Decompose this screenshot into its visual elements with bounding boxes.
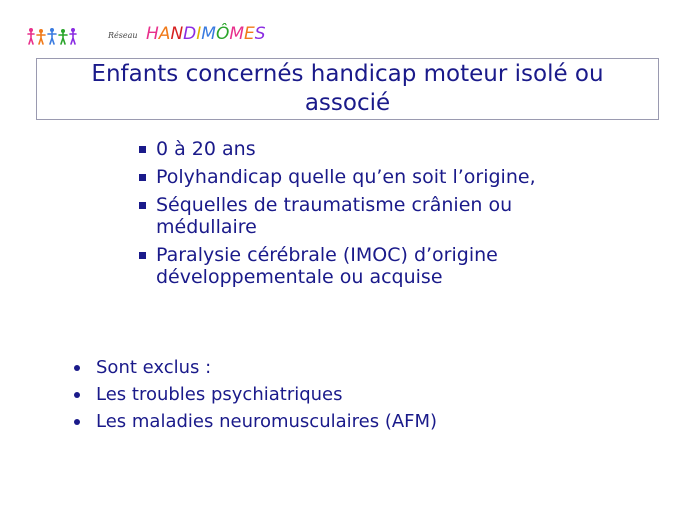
logo-brand-letter: N xyxy=(170,24,184,44)
list-item-text-continued: développementale ou acquise xyxy=(156,266,443,288)
logo-brand-letter: I xyxy=(196,24,202,44)
list-item-text: Paralysie cérébrale (IMOC) d’origine xyxy=(156,244,498,266)
children-figures-icon xyxy=(26,26,78,46)
logo-brand-letter: E xyxy=(244,24,255,44)
list-item xyxy=(72,408,632,435)
slide-title-line1: Enfants concernés handicap moteur isolé ou xyxy=(91,61,604,87)
list-item xyxy=(137,166,657,188)
list-item xyxy=(137,244,657,288)
logo-brand-letter: S xyxy=(254,24,266,44)
slide-title-box xyxy=(36,58,659,120)
square-bullet-icon xyxy=(139,202,146,209)
logo-brand-letter: M xyxy=(201,24,216,44)
exclusions-list xyxy=(72,354,632,435)
logo-brand-letter: H xyxy=(146,24,159,44)
list-item-text: Les troubles psychiatriques xyxy=(96,384,343,405)
slide-title xyxy=(91,60,603,118)
slide-title-line2: associé xyxy=(304,90,391,116)
logo-brand-letter: D xyxy=(183,24,197,44)
list-item xyxy=(72,354,632,381)
square-bullet-icon xyxy=(139,174,146,181)
list-item-text: Polyhandicap quelle qu’en soit l’origine, xyxy=(156,166,536,188)
dot-bullet-icon xyxy=(74,365,80,371)
list-item xyxy=(137,194,657,238)
criteria-list xyxy=(137,138,657,294)
logo-brand-name xyxy=(146,24,266,44)
list-item-text-continued: médullaire xyxy=(156,216,257,238)
dot-bullet-icon xyxy=(74,392,80,398)
dot-bullet-icon xyxy=(74,419,80,425)
logo-brand-letter: Ô xyxy=(215,24,230,44)
list-item-text: Séquelles de traumatisme crânien ou xyxy=(156,194,513,216)
list-item xyxy=(72,381,632,408)
list-item xyxy=(137,138,657,160)
list-item-text: Les maladies neuromusculaires (AFM) xyxy=(96,411,438,432)
logo-reseau-label: Réseau xyxy=(108,31,138,40)
logo-brand-letter: M xyxy=(229,24,244,44)
network-logo xyxy=(22,24,266,48)
square-bullet-icon xyxy=(139,146,146,153)
square-bullet-icon xyxy=(139,252,146,259)
list-item-text: 0 à 20 ans xyxy=(156,138,256,160)
list-item-text: Sont exclus : xyxy=(96,357,212,378)
logo-brand-letter: A xyxy=(158,24,171,44)
